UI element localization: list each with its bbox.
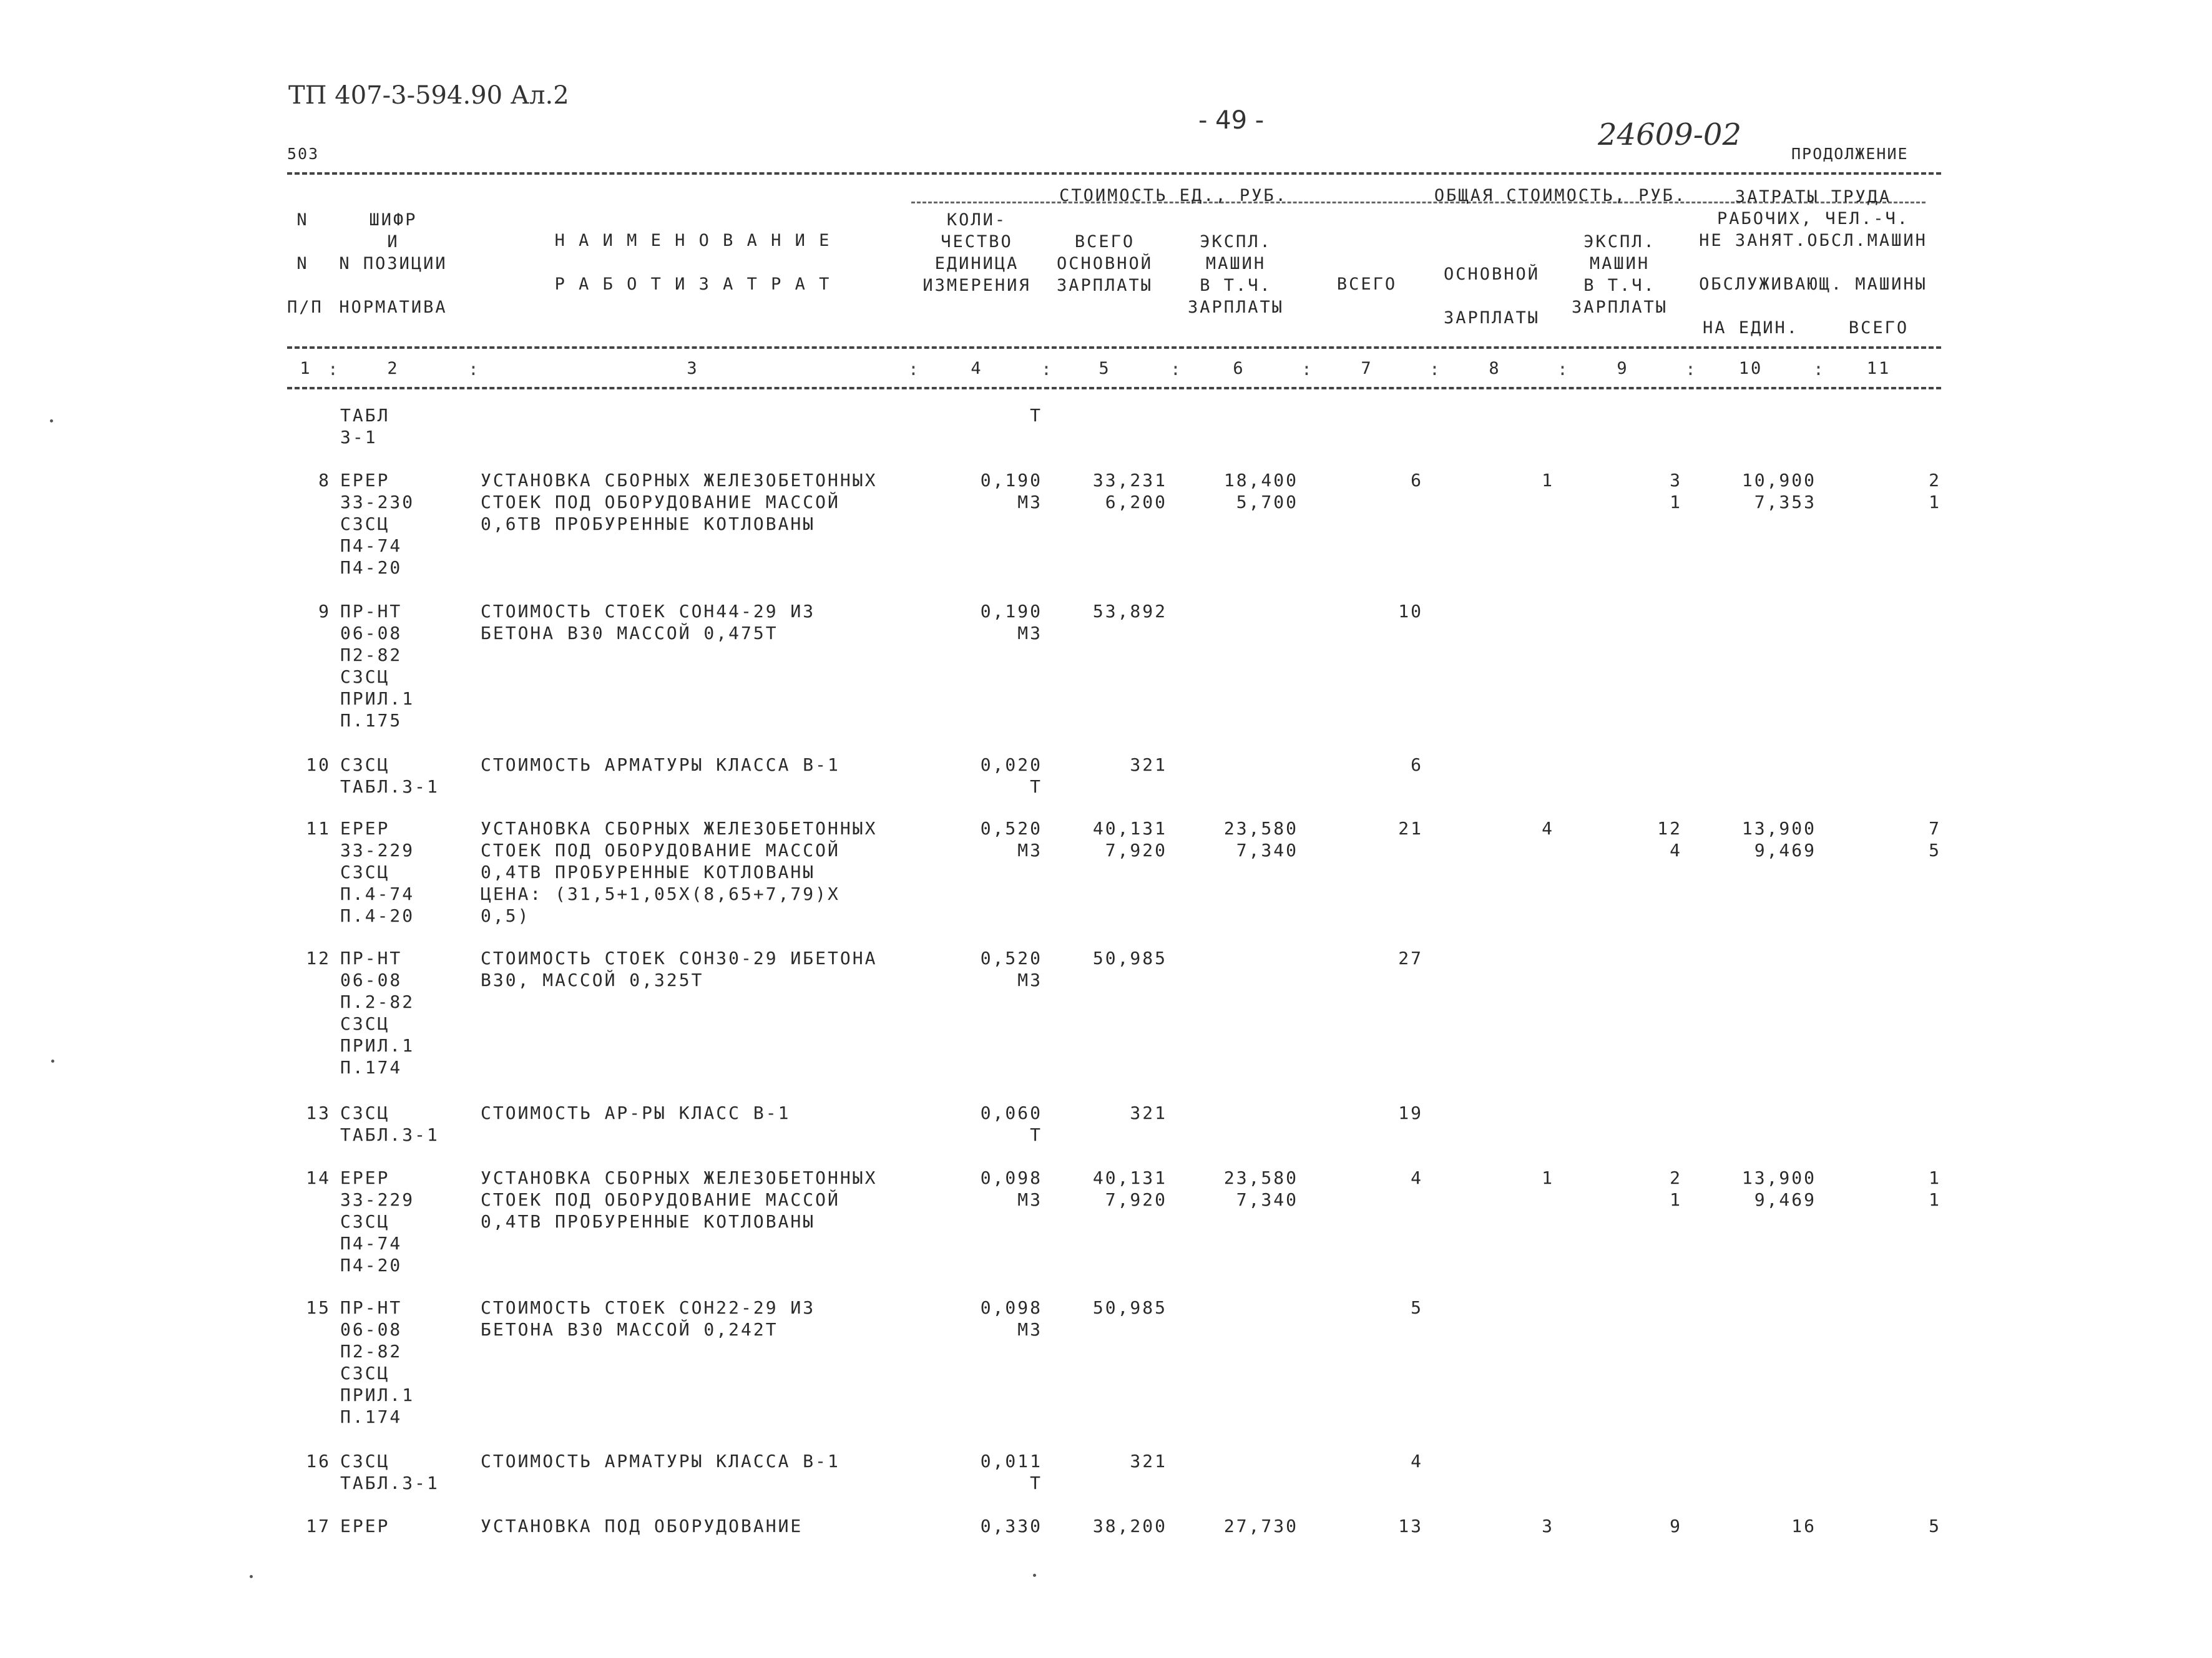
column-number-2: 2 (387, 359, 399, 378)
cell-c11: 5 (1929, 1516, 1941, 1536)
cell-qty: 0,060 Т (980, 1103, 1042, 1145)
header-col6: ЭКСПЛ. МАШИН В Т.Ч. ЗАРПЛАТЫ (1187, 232, 1285, 317)
cell-c5: 321 (1130, 754, 1167, 775)
cell-c9: 9 (1670, 1516, 1682, 1536)
cell-c6: 18,400 5,700 (1223, 470, 1298, 512)
cell-n: 9 (318, 601, 331, 622)
cell-c5: 38,200 (1092, 1516, 1167, 1536)
cell-c11: 2 1 (1929, 470, 1941, 512)
column-number-3: 3 (687, 359, 699, 378)
cell-qty: Т (1030, 405, 1042, 426)
cell-c10: 16 (1791, 1516, 1816, 1536)
page-number: - 49 - (1198, 106, 1265, 135)
cell-code: ЕРЕР 33-229 СЗСЦ П4-74 П4-20 (340, 1168, 415, 1275)
column-number-5: 5 (1099, 359, 1111, 378)
scan-speck (51, 1060, 54, 1063)
cell-name: УСТАНОВКА ПОД ОБОРУДОВАНИЕ (481, 1516, 803, 1536)
cell-code: СЗСЦ ТАБЛ.3-1 (340, 1451, 439, 1493)
cell-n: 15 (306, 1297, 331, 1318)
cell-c10: 13,900 9,469 (1741, 818, 1816, 861)
cell-c10: 13,900 9,469 (1741, 1168, 1816, 1210)
header-col-num: N N П/П (287, 210, 323, 317)
column-separator: : (1301, 359, 1312, 379)
cell-qty: 0,520 М3 (980, 948, 1042, 990)
cell-qty: 0,098 М3 (980, 1168, 1042, 1210)
cell-code: ПР-НТ 06-08 П2-82 СЗСЦ ПРИЛ.1 П.175 (340, 601, 415, 731)
column-number-6: 6 (1233, 359, 1245, 378)
column-separator: : (1041, 359, 1052, 379)
header-col11: ВСЕГО (1848, 318, 1909, 338)
cell-n: 16 (306, 1451, 331, 1471)
cell-c9: 12 4 (1657, 818, 1682, 861)
cell-c8: 3 (1542, 1516, 1554, 1536)
header-unit-cost-group: СТОИМОСТЬ ЕД., РУБ. (1059, 186, 1288, 205)
column-separator: : (1429, 359, 1440, 379)
column-number-10: 10 (1738, 359, 1763, 378)
cell-code: ЕРЕР 33-229 СЗСЦ П.4-74 П.4-20 (340, 818, 415, 926)
handwritten-number: 24609-02 (1598, 117, 1741, 152)
cell-c5: 50,985 (1092, 1297, 1167, 1318)
header-col-name: Н А И М Е Н О В А Н И Е (554, 231, 831, 250)
cell-qty: 0,011 Т (980, 1451, 1042, 1493)
cell-qty: 0,190 М3 (980, 601, 1042, 643)
cell-n: 12 (306, 948, 331, 968)
column-number-11: 11 (1866, 359, 1891, 378)
scan-speck (1033, 1574, 1036, 1577)
cell-c5: 40,131 7,920 (1092, 818, 1167, 861)
cell-c5: 321 (1130, 1451, 1167, 1471)
header-col-work: Р А Б О Т И З А Т Р А Т (554, 275, 831, 294)
cell-c7: 13 (1398, 1516, 1423, 1536)
cell-name: СТОИМОСТЬ СТОЕК СОН44-29 ИЗ БЕТОНА В30 МАССОЙ 0,475Т (481, 601, 816, 643)
cell-c8: 4 (1542, 818, 1554, 839)
header-col10: НА ЕДИН. (1702, 318, 1799, 338)
cell-c6: 27,730 (1223, 1516, 1298, 1536)
cell-qty: 0,520 М3 (980, 818, 1042, 861)
cell-c9: 2 1 (1670, 1168, 1682, 1210)
cell-n: 13 (306, 1103, 331, 1123)
scan-speck (250, 1575, 253, 1578)
cell-n: 17 (306, 1516, 331, 1536)
cell-c6: 23,580 7,340 (1223, 818, 1298, 861)
cell-c5: 33,231 6,200 (1092, 470, 1167, 512)
cell-c7: 6 (1411, 470, 1423, 490)
column-separator: : (468, 359, 479, 379)
header-labor-group: ЗАТРАТЫ ТРУДА РАБОЧИХ, ЧЕЛ.-Ч. (1716, 187, 1910, 228)
cell-c10: 10,900 7,353 (1741, 470, 1816, 512)
column-separator: : (1813, 359, 1824, 379)
cell-name: УСТАНОВКА СБОРНЫХ ЖЕЛЕЗОБЕТОННЫХ СТОЕК ПОД ОБОРУДОВАНИЕ МАССОЙ 0,4ТВ ПРОБУРЕННЫЕ КОТЛОВАНЫ (481, 1168, 878, 1232)
cell-n: 10 (306, 754, 331, 775)
cell-c6: 23,580 7,340 (1223, 1168, 1298, 1210)
column-number-1: 1 (300, 359, 312, 378)
cell-code: ТАБЛ 3-1 (340, 405, 390, 447)
column-separator: : (1557, 359, 1568, 379)
header-col-qty: КОЛИ- ЧЕСТВО ЕДИНИЦА ИЗМЕРЕНИЯ (922, 210, 1031, 295)
cell-c7: 4 (1411, 1168, 1423, 1188)
cell-code: ПР-НТ 06-08 П.2-82 СЗСЦ ПРИЛ.1 П.174 (340, 948, 415, 1078)
cell-c5: 321 (1130, 1103, 1167, 1123)
cell-n: 8 (318, 470, 331, 490)
cell-c11: 7 5 (1929, 818, 1941, 861)
cell-name: СТОИМОСТЬ АР-РЫ КЛАСС В-1 (481, 1103, 791, 1123)
column-number-4: 4 (971, 359, 983, 378)
column-number-8: 8 (1489, 359, 1501, 378)
continuation-label: ПРОДОЛЖЕНИЕ (1791, 145, 1909, 163)
cell-qty: 0,020 Т (980, 754, 1042, 797)
column-separator: : (1170, 359, 1181, 379)
cell-code: СЗСЦ ТАБЛ.3-1 (340, 1103, 439, 1145)
cell-name: СТОИМОСТЬ СТОЕК СОН22-29 ИЗ БЕТОНА В30 МАССОЙ 0,242Т (481, 1297, 816, 1340)
cell-code: ЕРЕР 33-230 СЗСЦ П4-74 П4-20 (340, 470, 415, 578)
header-col7: ВСЕГО (1336, 275, 1397, 294)
cell-qty: 0,330 (980, 1516, 1042, 1536)
cell-c7: 6 (1411, 754, 1423, 775)
cell-c8: 1 (1542, 1168, 1554, 1188)
cell-c9: 3 1 (1670, 470, 1682, 512)
column-separator: : (1685, 359, 1696, 379)
cell-n: 11 (306, 818, 331, 839)
cell-qty: 0,190 М3 (980, 470, 1042, 512)
cell-name: УСТАНОВКА СБОРНЫХ ЖЕЛЕЗОБЕТОННЫХ СТОЕК ПОД ОБОРУДОВАНИЕ МАССОЙ 0,6ТВ ПРОБУРЕННЫЕ КОТЛОВАНЫ (481, 470, 878, 534)
header-col5: ВСЕГО ОСНОВНОЙ ЗАРПЛАТЫ (1056, 232, 1153, 295)
cell-qty: 0,098 М3 (980, 1297, 1042, 1340)
cell-c5: 50,985 (1092, 948, 1167, 968)
column-separator: : (908, 359, 919, 379)
column-number-7: 7 (1361, 359, 1373, 378)
cell-c7: 10 (1398, 601, 1423, 622)
cell-name: УСТАНОВКА СБОРНЫХ ЖЕЛЕЗОБЕТОННЫХ СТОЕК ПОД ОБОРУДОВАНИЕ МАССОЙ 0,4ТВ ПРОБУРЕННЫЕ КОТЛОВАНЫ ЦЕНА: (31,5+1,05Х(8,65+7,79)Х 0,5) (481, 818, 878, 926)
cell-name: СТОИМОСТЬ СТОЕК СОН30-29 ИБЕТОНА В30, МАССОЙ 0,325Т (481, 948, 878, 990)
document-code: ТП 407-3-594.90 Ал.2 (288, 81, 569, 110)
cell-code: ПР-НТ 06-08 П2-82 СЗСЦ ПРИЛ.1 П.174 (340, 1297, 415, 1427)
header-labor-servicing: ОБСЛУЖИВАЮЩ. МАШИНЫ (1699, 275, 1927, 294)
header-col9: ЭКСПЛ. МАШИН В Т.Ч. ЗАРПЛАТЫ (1571, 232, 1668, 317)
cell-code: СЗСЦ ТАБЛ.3-1 (340, 754, 439, 797)
cell-n: 14 (306, 1168, 331, 1188)
cell-c11: 1 1 (1929, 1168, 1941, 1210)
cell-c5: 53,892 (1092, 601, 1167, 622)
cell-name: СТОИМОСТЬ АРМАТУРЫ КЛАССА В-1 (481, 754, 840, 775)
header-bottom-rule (287, 346, 1941, 349)
cell-c7: 5 (1411, 1297, 1423, 1318)
section-code: 503 (287, 145, 320, 163)
header-labor-unoccupied: НЕ ЗАНЯТ.ОБСЛ.МАШИН (1699, 231, 1927, 250)
header-col8: ОСНОВНОЙ ЗАРПЛАТЫ (1443, 265, 1540, 328)
cell-code: ЕРЕР (340, 1516, 390, 1536)
column-separator: : (328, 359, 338, 379)
header-total-cost-group: ОБЩАЯ СТОИМОСТЬ, РУБ. (1434, 186, 1687, 205)
cell-c7: 21 (1398, 818, 1423, 839)
column-number-9: 9 (1617, 359, 1629, 378)
header-col-code: ШИФР И N ПОЗИЦИИ НОРМАТИВА (339, 210, 448, 317)
cell-c5: 40,131 7,920 (1092, 1168, 1167, 1210)
scan-speck (50, 419, 53, 422)
cell-name: СТОИМОСТЬ АРМАТУРЫ КЛАССА В-1 (481, 1451, 840, 1471)
cell-c8: 1 (1542, 470, 1554, 490)
column-number-rule (287, 387, 1941, 389)
cell-c7: 27 (1398, 948, 1423, 968)
table-top-rule (287, 172, 1941, 175)
cell-c7: 19 (1398, 1103, 1423, 1123)
cell-c7: 4 (1411, 1451, 1423, 1471)
